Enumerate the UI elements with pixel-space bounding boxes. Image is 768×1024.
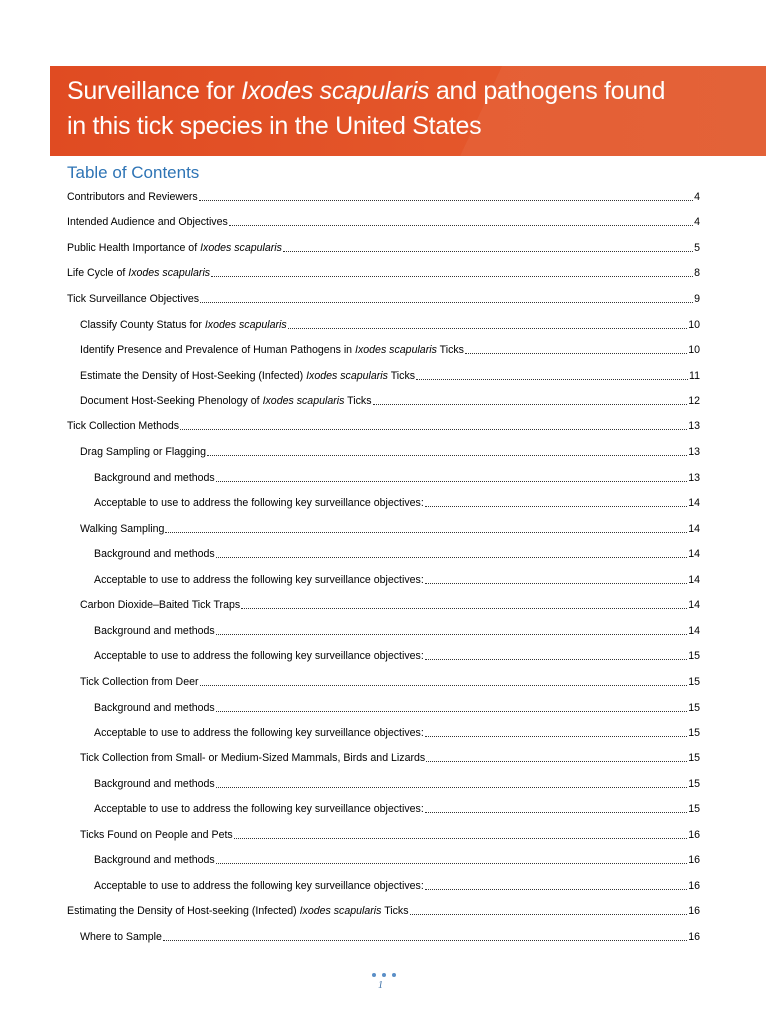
toc-entry-title (94, 777, 215, 791)
toc-entry-page-number: 16 (688, 880, 700, 892)
toc-entry-text: Background and methods (94, 778, 215, 790)
toc-entry[interactable] (94, 853, 700, 867)
toc-entry-title (80, 318, 287, 332)
toc-dot-leader (283, 241, 693, 252)
toc-entry-page-number: 15 (688, 778, 700, 790)
toc-entry-text: Public Health Importance of (67, 242, 201, 254)
dot-icon (372, 973, 376, 977)
toc-entry-text: Classify County Status for (80, 319, 205, 331)
toc-entry[interactable] (94, 802, 700, 816)
toc-dot-leader (373, 394, 688, 405)
toc-entry-text: Contributors and Reviewers (67, 191, 198, 203)
toc-dot-leader (425, 496, 687, 507)
toc-entry-page-number: 16 (688, 829, 700, 841)
toc-entry-page-number: 15 (688, 702, 700, 714)
toc-entry-text: Ticks (436, 344, 464, 356)
toc-entry-page-number: 15 (688, 650, 700, 662)
toc-entry-page-number: 14 (688, 548, 700, 560)
toc-dot-leader (425, 726, 687, 737)
toc-entry-title (80, 675, 199, 689)
toc-entry[interactable] (80, 394, 700, 408)
toc-entry-text: Where to Sample (80, 931, 162, 943)
toc-entry-text: Acceptable to use to address the following key surveillance objectives: (94, 727, 424, 739)
toc-entry-species-italic: Ixodes scapularis (306, 370, 388, 382)
toc-entry-title (94, 879, 424, 893)
toc-entry-text: Estimate the Density of Host-Seeking (Infected) (80, 370, 307, 382)
toc-entry-title (94, 802, 424, 816)
toc-dot-leader (234, 828, 687, 839)
toc-entry-text: Background and methods (94, 854, 215, 866)
toc-entry-text: Document Host-Seeking Phenology of (80, 395, 263, 407)
toc-entry-title (80, 751, 425, 765)
toc-entry-species-italic: Ixodes scapularis (262, 395, 345, 407)
toc-entry[interactable] (67, 190, 700, 204)
toc-dot-leader (241, 598, 687, 609)
toc-dot-leader (216, 777, 687, 788)
toc-dot-leader (229, 215, 693, 226)
toc-dot-leader (416, 369, 688, 380)
toc-entry[interactable] (67, 266, 700, 280)
toc-entry[interactable] (80, 343, 700, 357)
toc-dot-leader (216, 853, 687, 864)
toc-entry-text: Tick Collection Methods (67, 420, 180, 432)
toc-entry-text: Drag Sampling or Flagging (80, 446, 207, 458)
toc-entry-text: Ticks (344, 395, 372, 407)
toc-dot-leader (216, 701, 687, 712)
toc-entry-title (94, 649, 424, 663)
toc-entry-text: Acceptable to use to address the following key surveillance objectives: (94, 574, 424, 586)
toc-dot-leader (426, 751, 687, 762)
toc-entry-page-number: 13 (688, 472, 700, 484)
toc-dot-leader (207, 445, 687, 456)
toc-entry-text: Carbon Dioxide–Baited Tick Traps (80, 599, 241, 611)
dot-icon (392, 973, 396, 977)
toc-entry-page-number: 14 (688, 497, 700, 509)
toc-entry[interactable] (80, 828, 700, 842)
toc-entry-title (80, 828, 233, 842)
toc-entry[interactable] (80, 598, 700, 612)
toc-entry-page-number: 4 (694, 216, 700, 228)
toc-entry-page-number: 13 (688, 420, 700, 432)
toc-dot-leader (425, 649, 687, 660)
toc-dot-leader (200, 292, 693, 303)
toc-entry-page-number: 10 (688, 319, 700, 331)
toc-entry[interactable] (67, 215, 700, 229)
toc-entry[interactable] (67, 419, 700, 433)
toc-entry[interactable] (94, 879, 700, 893)
toc-entry[interactable] (80, 369, 700, 383)
toc-entry-text: Estimating the Density of Host-seeking (Infected) (67, 905, 300, 917)
footer-dots-decoration (372, 973, 396, 979)
toc-entry-text: Life Cycle of (67, 267, 129, 279)
toc-entry-species-italic: Ixodes scapularis (299, 905, 382, 917)
toc-entry-species-italic: Ixodes scapularis (355, 344, 437, 356)
toc-entry[interactable] (94, 496, 700, 510)
title-line-2: in this tick species in the United States (67, 112, 482, 140)
toc-entry[interactable] (67, 241, 700, 255)
toc-entry-text: Tick Collection from Deer (80, 676, 199, 688)
toc-entry-text: Acceptable to use to address the following key surveillance objectives: (94, 650, 424, 662)
toc-entry-title (67, 241, 282, 255)
toc-entry-title (67, 190, 198, 204)
toc-entry-title (80, 598, 240, 612)
toc-entry[interactable] (67, 292, 700, 306)
toc-entry[interactable] (80, 930, 700, 944)
toc-entry-title (67, 266, 210, 280)
toc-entry[interactable] (94, 649, 700, 663)
toc-dot-leader (180, 419, 687, 430)
title-species-italic: Ixodes scapularis (241, 77, 430, 105)
toc-entry-title (80, 930, 162, 944)
toc-entry-page-number: 12 (688, 395, 700, 407)
toc-entry-title (80, 369, 415, 383)
toc-entry[interactable] (80, 318, 700, 332)
toc-entry-text: Tick Surveillance Objectives (67, 293, 200, 305)
title-text: and pathogens found (429, 77, 666, 105)
toc-dot-leader (165, 522, 687, 533)
toc-entry[interactable] (80, 675, 700, 689)
toc-entry-title (94, 726, 424, 740)
toc-dot-leader (216, 624, 687, 635)
dot-icon (382, 973, 386, 977)
toc-dot-leader (425, 802, 687, 813)
toc-entry-page-number: 14 (688, 599, 700, 611)
toc-entry-title (80, 394, 372, 408)
toc-dot-leader (288, 318, 688, 329)
toc-entry[interactable] (94, 471, 700, 485)
toc-entry[interactable] (94, 573, 700, 587)
toc-entry[interactable] (80, 751, 700, 765)
toc-dot-leader (199, 190, 693, 201)
toc-entry[interactable] (67, 904, 700, 918)
toc-entry-species-italic: Ixodes scapularis (128, 267, 211, 279)
toc-entry-page-number: 14 (688, 523, 700, 535)
toc-entry-page-number: 10 (688, 344, 700, 356)
toc-dot-leader (200, 675, 688, 686)
toc-entry-title (67, 419, 179, 433)
title-banner (50, 66, 766, 156)
toc-entry-text: Ticks (387, 370, 416, 382)
toc-entry-page-number: 15 (688, 676, 700, 688)
toc-dot-leader (211, 266, 693, 277)
toc-entry-page-number: 14 (688, 574, 700, 586)
toc-entry-text: Background and methods (94, 702, 215, 714)
toc-entry-text: Background and methods (94, 548, 215, 560)
toc-entry-page-number: 15 (688, 752, 700, 764)
toc-entry-page-number: 16 (688, 905, 700, 917)
toc-entry-text: Acceptable to use to address the following key surveillance objectives: (94, 880, 424, 892)
toc-entry-title (94, 496, 424, 510)
toc-entry-title (94, 624, 215, 638)
toc-entry-title (94, 701, 215, 715)
toc-entry-species-italic: Ixodes scapularis (200, 242, 282, 254)
toc-entry-title (94, 853, 215, 867)
toc-entry-title (94, 547, 215, 561)
toc-entry[interactable] (94, 624, 700, 638)
toc-entry-page-number: 14 (688, 625, 700, 637)
toc-entry-title (94, 573, 424, 587)
toc-dot-leader (163, 930, 687, 941)
toc-entry-title (80, 522, 164, 536)
toc-entry-text: Acceptable to use to address the following key surveillance objectives: (94, 497, 424, 509)
toc-entry[interactable] (94, 547, 700, 561)
toc-entry-page-number: 8 (694, 267, 700, 279)
toc-entry-text: Acceptable to use to address the following key surveillance objectives: (94, 803, 424, 815)
toc-entry-title (67, 904, 409, 918)
toc-entry-page-number: 16 (688, 931, 700, 943)
toc-entry-text: Background and methods (94, 625, 215, 637)
toc-dot-leader (216, 471, 687, 482)
toc-entry-title (80, 343, 464, 357)
toc-entry[interactable] (80, 522, 700, 536)
toc-entry-page-number: 5 (694, 242, 700, 254)
toc-entry[interactable] (94, 701, 700, 715)
toc-dot-leader (410, 904, 688, 915)
toc-entry-page-number: 15 (688, 727, 700, 739)
toc-entry-title (94, 471, 215, 485)
toc-entry-page-number: 11 (689, 370, 700, 382)
title-text: Surveillance for (67, 77, 242, 105)
toc-entry-page-number: 9 (694, 293, 700, 305)
toc-dot-leader (425, 879, 687, 890)
page-number: 1 (378, 980, 383, 991)
toc-entry[interactable] (94, 726, 700, 740)
toc-entry-page-number: 4 (694, 191, 700, 203)
toc-dot-leader (425, 573, 687, 584)
title-line-1 (67, 74, 750, 109)
toc-entry[interactable] (94, 777, 700, 791)
toc-entry-title (67, 215, 228, 229)
toc-entry-text: Ticks Found on People and Pets (80, 829, 233, 841)
toc-dot-leader (216, 547, 687, 558)
toc-entry-title (67, 292, 199, 306)
toc-entry-page-number: 16 (688, 854, 700, 866)
toc-entry-species-italic: Ixodes scapularis (204, 319, 287, 331)
toc-entry-page-number: 13 (688, 446, 700, 458)
toc-entry-text: Walking Sampling (80, 523, 165, 535)
toc-entry-text: Identify Presence and Prevalence of Human Pathogens in (80, 344, 356, 356)
toc-heading: Table of Contents (67, 163, 200, 182)
toc-entry-text: Tick Collection from Small- or Medium-Sized Mammals, Birds and Lizards (80, 752, 426, 764)
toc-entry[interactable] (80, 445, 700, 459)
toc-entry-title (80, 445, 206, 459)
toc-entry-text: Intended Audience and Objectives (67, 216, 228, 228)
toc-entry-page-number: 15 (688, 803, 700, 815)
toc-entry-text: Background and methods (94, 472, 215, 484)
toc-entry-text: Ticks (381, 905, 409, 917)
toc-dot-leader (465, 343, 687, 354)
